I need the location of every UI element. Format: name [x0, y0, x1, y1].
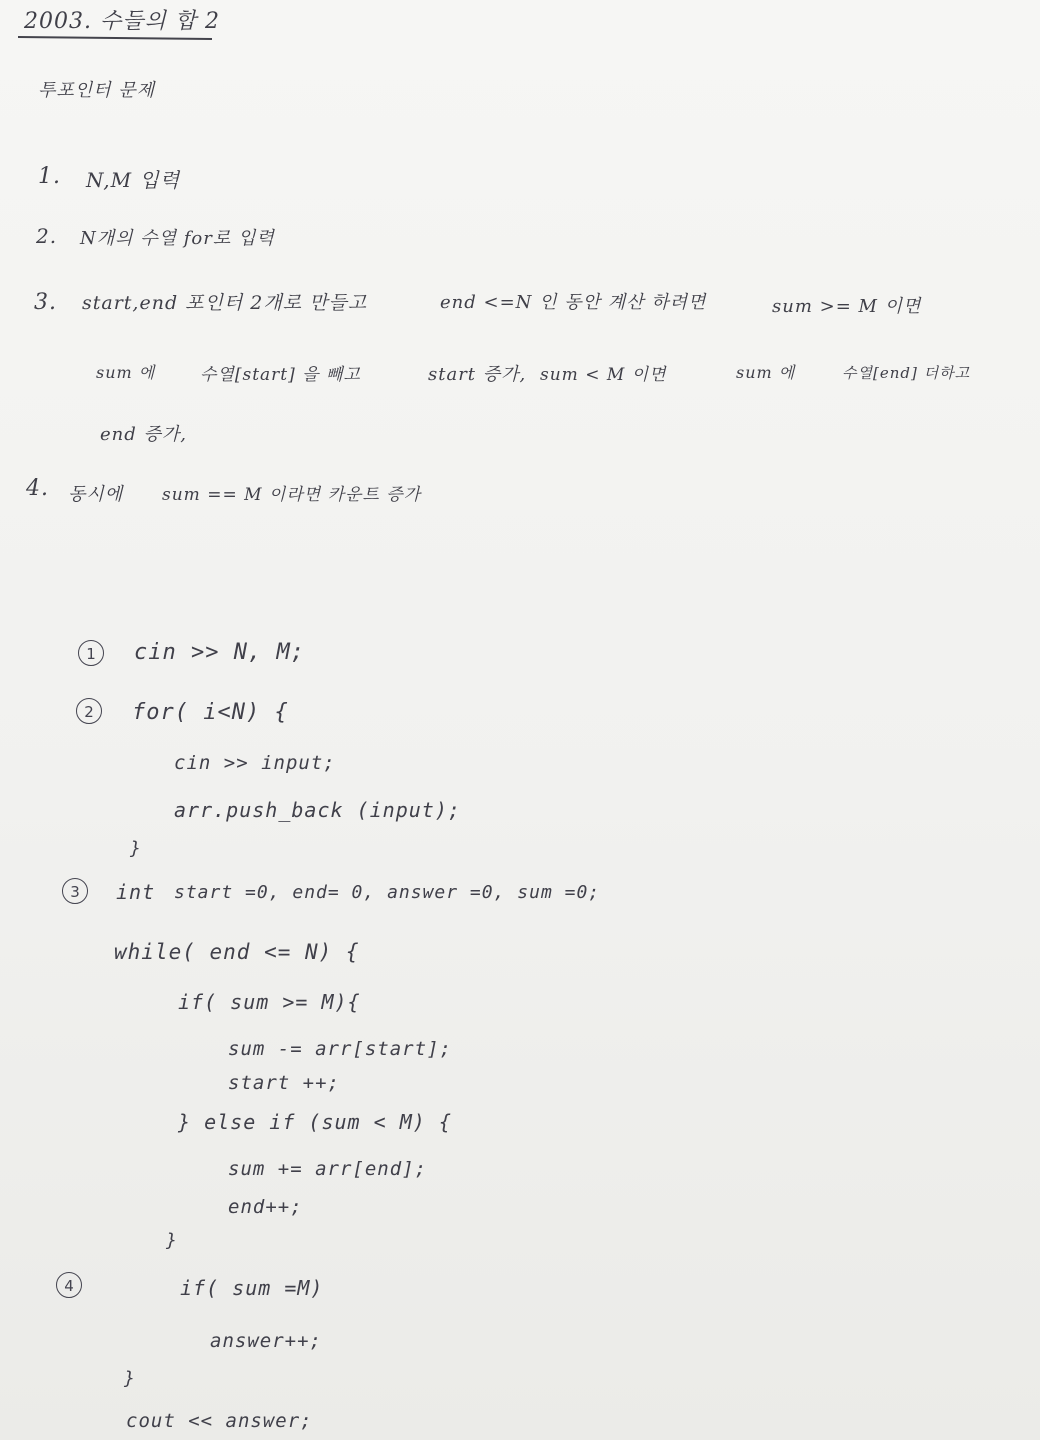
step-3-text-c: sum >= M 이면 [772, 296, 922, 317]
marker-3: 3 [62, 878, 88, 904]
code-line-2: for( i<N) { [132, 700, 289, 725]
marker-2: 2 [76, 698, 102, 724]
code-line-7: start =0, end= 0, answer =0, sum =0; [174, 882, 601, 903]
title-underline [18, 36, 212, 40]
step-2-text: N개의 수열 for로 입력 [80, 228, 275, 249]
step-1-text: N,M 입력 [86, 168, 181, 192]
step-2-number: 2. [36, 224, 58, 248]
step-3-text-a: start,end 포인터 2개로 만들고 [82, 292, 368, 314]
code-line-10: sum -= arr[start]; [228, 1038, 452, 1060]
code-line-6: int [116, 880, 156, 904]
step-4-text-a: 동시에 [68, 484, 124, 505]
code-line-18: } [124, 1368, 136, 1389]
code-line-13: sum += arr[end]; [228, 1158, 428, 1180]
code-line-3: cin >> input; [174, 752, 336, 774]
code-line-12: } else if (sum < M) { [178, 1110, 452, 1134]
step-3-text-b: end <=N 인 동안 계산 하려면 [440, 292, 707, 313]
code-line-14: end++; [228, 1196, 303, 1218]
code-line-9: if( sum >= M){ [178, 990, 361, 1014]
step-3-cont-subtract: 수열[start] 을 빼고 [200, 365, 361, 385]
code-line-1: cin >> N, M; [134, 640, 305, 665]
step-3-cont-add: 수열[end] 더하고 [842, 364, 971, 382]
subtitle: 투포인터 문제 [38, 80, 156, 101]
step-3-cont-end: end 증가, [100, 424, 187, 445]
code-line-11: start ++; [228, 1072, 340, 1094]
step-4-number: 4. [26, 476, 49, 501]
marker-1: 1 [78, 640, 104, 666]
code-line-19: cout << answer; [126, 1410, 313, 1432]
code-line-16: if( sum =M) [180, 1276, 324, 1300]
code-line-17: answer++; [210, 1330, 322, 1352]
code-line-4: arr.push_back (input); [174, 798, 461, 822]
page-title: 2003. 수들의 합 2 [24, 9, 220, 34]
step-3-cont-sum2: sum 에 [736, 363, 796, 382]
marker-4: 4 [56, 1272, 82, 1298]
step-4-text-b: sum == M 이라면 카운트 증가 [162, 485, 422, 505]
step-1-number: 1. [38, 164, 61, 189]
code-line-8: while( end <= N) { [114, 940, 360, 964]
step-3-cont-sum: sum 에 [96, 363, 156, 382]
code-line-15: } [166, 1230, 178, 1251]
step-3-cont-condition: sum < M 이면 [540, 365, 667, 385]
step-3-number: 3. [34, 290, 57, 315]
code-line-5: } [130, 838, 142, 859]
step-3-cont-start: start 증가, [428, 364, 527, 385]
